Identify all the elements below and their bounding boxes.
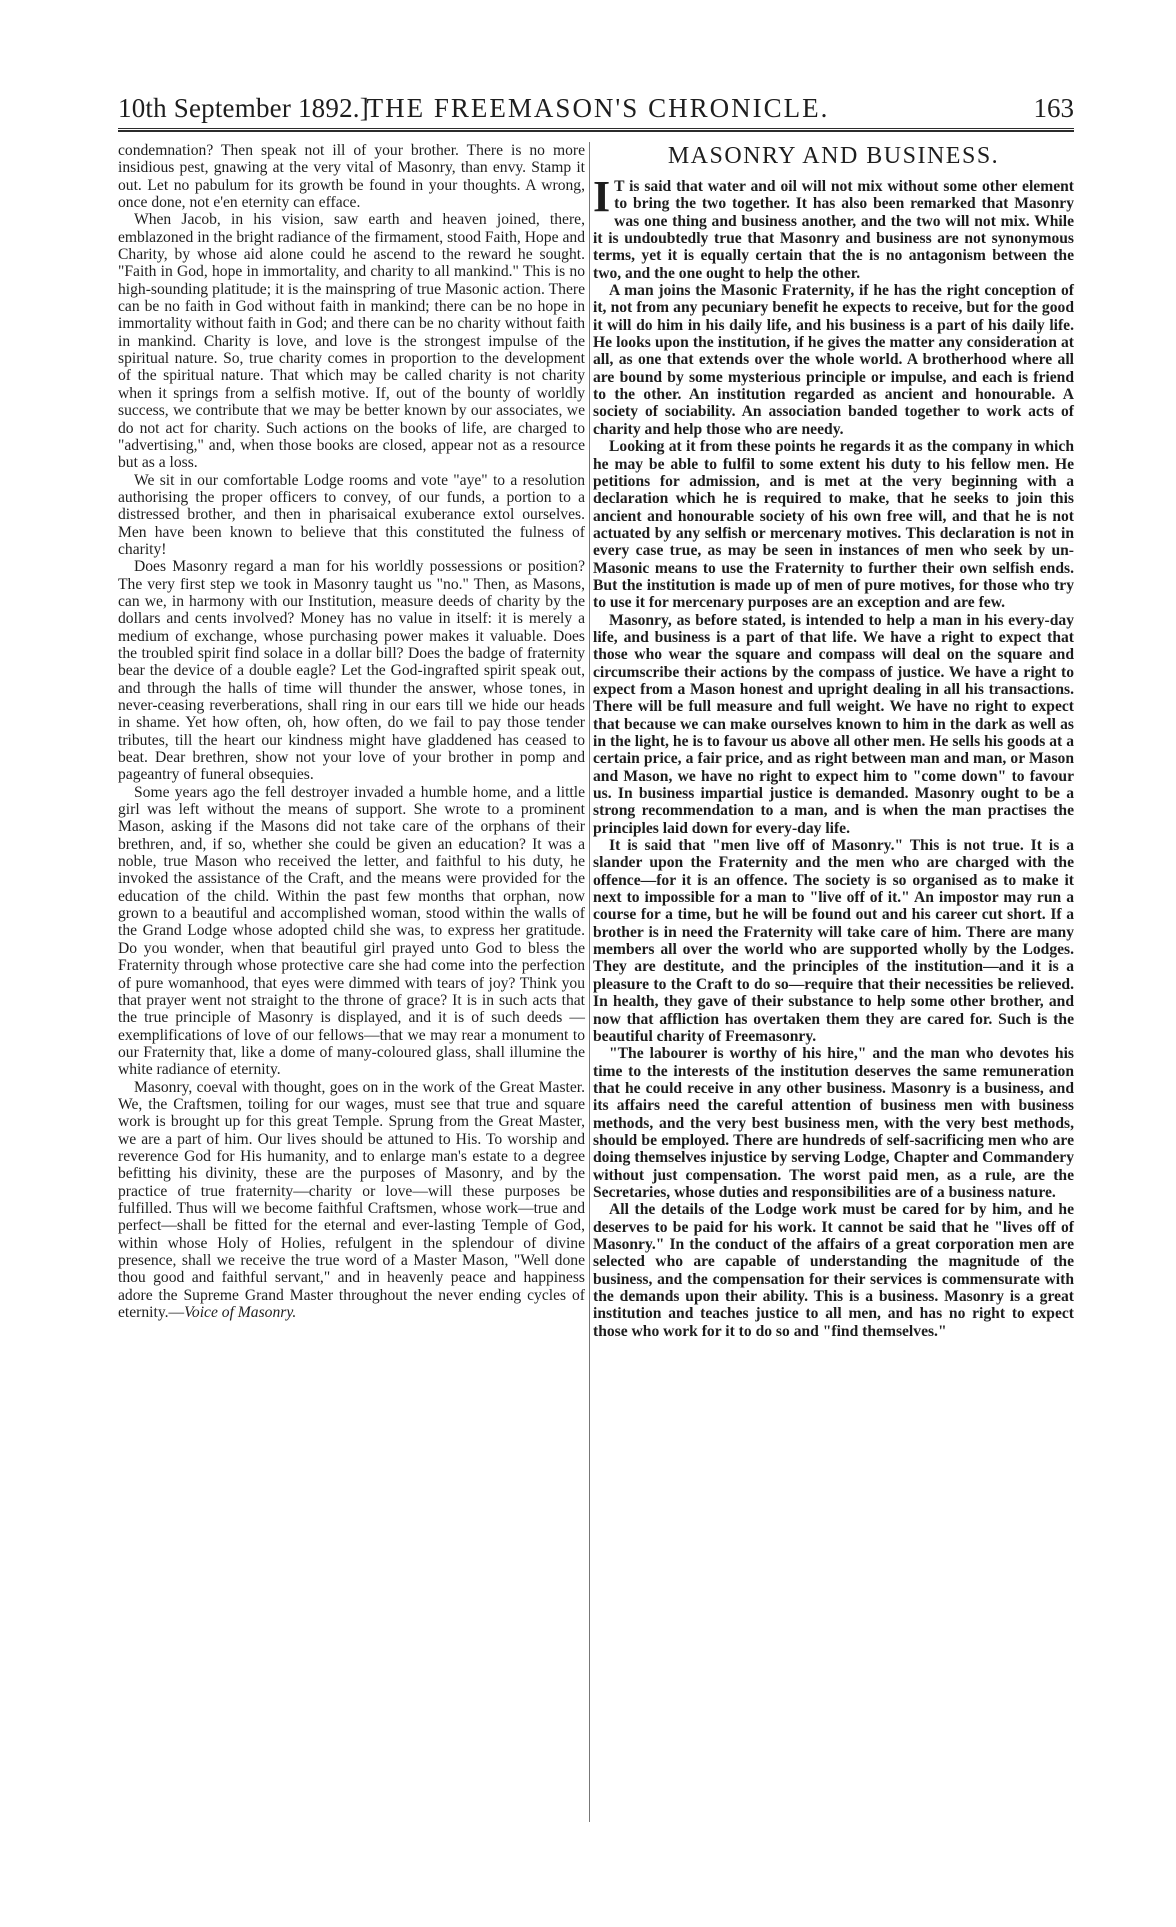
article-lead-paragraph (593, 172, 1074, 282)
source-signature: Voice of Masonry. (184, 1304, 297, 1322)
lead-paragraph-text: T is said that water and oil will not mix without some other element to bring the two together. It has also been remarked that Masonry was one thing and business another, and the two will not mix. While it is undoubtedly true that Masonry and business are not synonymous terms, yet it is equally certain that the is no antagonism between the two, and the one ought to help the other. (593, 178, 1074, 282)
article-paragraph: Masonry, as before stated, is intended to help a man in his every-day life, and business is a part of that life. We have a right to expect that those who wear the square and compass will deal on the square and circumscribe their actions by the compass of justice. We have a right to expect from a Mason honest and upright dealing in all his transactions. There will be full measure and full weight. We have no right to expect that because we can make ourselves known to him in the dark as well as in the light, he is to favour us above all other men. He sells his goods at a certain price, a fair price, and as right between man and man, or Mason and Mason, we have no right to expect him to "come down" to favour us. In business impartial justice is demanded. Masonry ought to be a strong recommendation to a man, and is when the man practises the principles laid down for every-day life. (593, 611, 1074, 837)
article-title: MASONRY AND BUSINESS. (667, 143, 1000, 169)
page-number: 163 (1033, 93, 1074, 123)
left-paragraph: Some years ago the fell destroyer invaded a humble home, and a little girl was left without the means of support. She wrote to a prominent Mason, asking if the Masons did not take care of the orphans of their brethren, and, if so, whether she could be given an education? It was a noble, true Mason who received the letter, and faithful to his duty, he invoked the assistance of the Craft, and the means were provided for the education of the child. Within the past few months that orphan, now grown to a beautiful and accomplished woman, stood within the walls of the Grand Lodge whose adopted child she was, to express her gratitude. Do you wonder, when that beautiful girl prayed unto God to bless the Fraternity through whose protective care she had come into the perfection of pure womanhood, that eyes were dimmed with tears of joy? Think you that prayer went not straight to the throne of grace? It is in such acts that the true principle of Masonry is displayed, and it is of such deeds —exemplifications of love of our fellows—that we may rear a monument to our Fraternity that, like a dome of many-coloured glass, shall illumine the white radiance of eternity. (118, 783, 585, 1079)
column-divider (589, 142, 590, 1822)
left-paragraph: We sit in our comfortable Lodge rooms and vote "aye" to a resolution authorising the proper officers to convey, of our funds, a portion to a distressed brother, and then in pharisaical exuberance extol ourselves. Men have been known to believe that this constituted the fulness of charity! (118, 471, 585, 558)
article-paragraph: All the details of the Lodge work must be cared for by him, and he deserves to be paid for his work. It cannot be said that he "lives off of Masonry." In the conduct of the affairs of a great corporation men are selected who are capable of understanding the magnitude of the business, and the compensation for their services is commensurate with the demands upon their ability. This is a business. Masonry is a great institution and teaches justice to all men, and has no right to expect those who work for it to do so and "find themselves." (593, 1201, 1074, 1340)
left-paragraph-text: Masonry, coeval with thought, goes on in the work of the Great Master. We, the Craftsmen, toiling for our wages, must see that true and square work is brought up for this great Temple. Sprung from the Great Master, we are a part of him. Our lives should be attuned to His. To worship and reverence God for His humanity, and to enlarge man's estate to a degree befitting his divinity, these are the purposes of Masonry, and by the practice of true fraternity—charity or love—will these purposes be fulfilled. Thus will we become faithful Craftsmen, whose work—true and perfect—shall be fitted for the eternal and ever-lasting Temple of God, within whose Holy of Holies, refulgent in the splendour of divine presence, shall we receive the true word of a Master Mason, "Well done thou good and faithful servant," and in heavenly peace and happiness adore the Supreme Grand Master throughout the never ending cycles of eternity.— (118, 1078, 585, 1322)
left-paragraph-final (118, 1079, 585, 1322)
right-column (593, 142, 1074, 1340)
left-paragraph: condemnation? Then speak not ill of your brother. There is no more insidious pest, gnawing at the very vital of Masonry, than envy. Stamp it out. Let no pabulum for its growth be found in your thoughts. A wrong, once done, not e'en eternity can efface. (118, 142, 585, 212)
publication-title: THE FREEMASON'S CHRONICLE. (366, 93, 830, 123)
left-paragraph: Does Masonry regard a man for his worldly possessions or position? The very first step we took in Masonry taught us "no." Then, as Masons, can we, in harmony with our Institution, measure deeds of charity by the dollars and cents involved? Money has no value in itself: it is merely a medium of exchange, whose purchasing power makes it valuable. Does the troubled spirit find solace in a dollar bill? Does the badge of fraternity bear the device of a double eagle? Let the God-ingrafted spirit speak out, and through the halls of time will thunder the answer, whose tones, in never-ceasing reverberations, shall ring in our ears till we hide our heads in shame. Yet how often, oh, how often, do we fail to pay those tender tributes, till the heart our kindness might have gladdened has ceased to beat. Dear brethren, show not your love of your brother in pomp and pageantry of funeral obsequies. (118, 558, 585, 784)
article-body (593, 172, 1074, 1340)
masthead (118, 93, 1074, 133)
article-paragraph: "The labourer is worthy of his hire," and the man who devotes his time to the interests of the institution deserves the same remuneration that he could receive in any other business. Masonry is a business, and its affairs need the careful attention of business men with business methods, and the very best business men, with the very best methods, should be employed. There are hundreds of self-sacrificing men who are doing themselves injustice by serving Lodge, Chapter and Commandery without just compensation. The worst paid men, as a rule, are the Secretaries, whose duties and responsibilities are of a business nature. (593, 1045, 1074, 1201)
article-paragraph: A man joins the Masonic Fraternity, if he has the right conception of it, not from any pecuniary benefit he expects to receive, but for the good it will do him in his daily life, and his business is a part of his daily life. He looks upon the institution, if he gives the matter any consideration at all, as one that extends over the whole world. A brotherhood where all are bound by some mysterious principle or impulse, and each is friend to the other. An institution regarded as ancient and honourable. A society of sociability. An association banded together to work acts of charity and help those who are needy. (593, 282, 1074, 438)
left-paragraph: When Jacob, in his vision, saw earth and heaven joined, there, emblazoned in the bright radiance of the firmament, stood Faith, Hope and Charity, by whose aid alone could he ascend to the reward he sought. "Faith in God, hope in immortality, and charity to all mankind." This is no high-sounding platitude; it is the mainspring of true Masonic action. There can be no faith in God without faith in mankind; there can be no hope in immortality without faith in God; and there can be no charity without faith in mankind. Charity is love, and love is the strongest impulse of the spiritual nature. So, true charity comes in proportion to the development of the spiritual nature. That which may be called charity is not charity when it springs from a selfish motive. If, out of the bounty of worldly success, we contribute that we may be better known by our associates, we do not act for charity. Such actions on the books of life, are charged to "advertising," and, when those books are closed, appear not as a resource but as a loss. (118, 211, 585, 472)
header-rule (118, 128, 1074, 132)
left-column (118, 142, 585, 1321)
issue-date: 10th September 1892.] (118, 93, 369, 123)
article-paragraph: It is said that "men live off of Masonry." This is not true. It is a slander upon the Fraternity and the men who are charged with the offence—for it is an offence. The society is so organised as to make it next to impossible for a man to "live off of it." An impostor may run a course for a time, but he will be found out and his career cut short. If a brother is in need the Fraternity will take care of him. There are many members all over the world who are supported wholly by the Lodges. They are destitute, and the principles of the institution—and it is a pleasure to the Craft to do so—require that their necessities be relieved. In health, they gave of their substance to help some other brother, and now that affliction has overtaken them they are cared for. Such is the beautiful charity of Freemasonry. (593, 837, 1074, 1045)
drop-cap: I (593, 172, 611, 221)
article-paragraph: Looking at it from these points he regards it as the company in which he may be able to fulfil to some extent his duty to his fellow men. He petitions for admission, and is met at the very beginning with a declaration which he is required to make, that he seeks to join this ancient and honourable society of his own free will, and that he is not actuated by any selfish or mercenary motives. This declaration is not in every case true, as may be seen in instances of men who seek by un-Masonic means to use the Fraternity to further their own selfish ends. But the institution is made up of men of pure motives, for those who try to use it for mercenary purposes are an exception and are few. (593, 438, 1074, 612)
